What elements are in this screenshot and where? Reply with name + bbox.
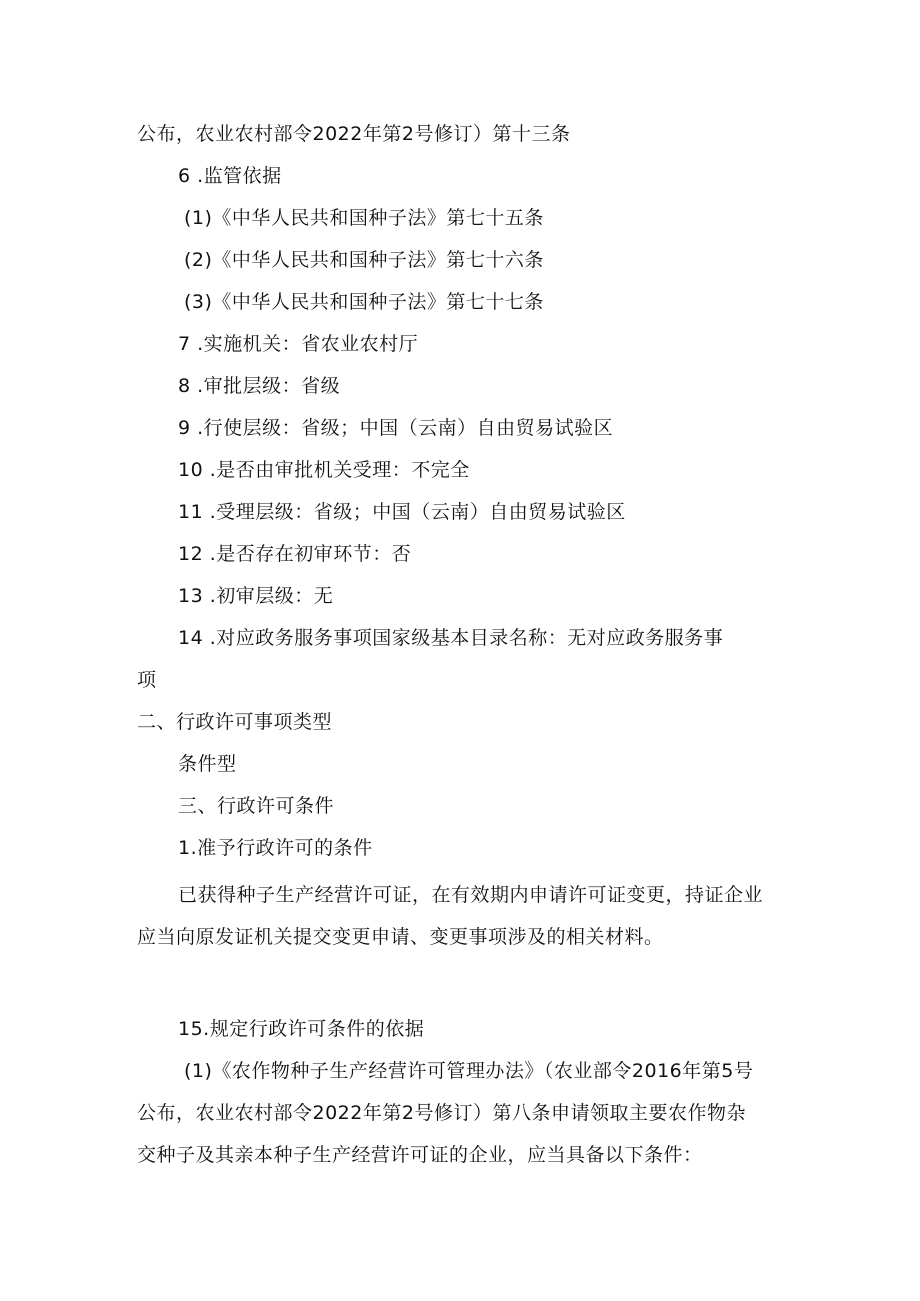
text-line: 条件型 (178, 753, 237, 775)
list-item: 7 .实施机关：省农业农村厅 (178, 333, 419, 355)
list-item: 10 .是否由审批机关受理：不完全 (178, 459, 470, 481)
list-item: 12 .是否存在初审环节：否 (178, 543, 412, 565)
text-line: 公布，农业农村部令2022年第2号修订）第十三条 (137, 123, 571, 145)
list-item: (3)《中华人民共和国种子法》第七十七条 (184, 291, 544, 313)
list-item: 8 .审批层级：省级 (178, 375, 341, 397)
section-heading: 6 .监管依据 (178, 165, 282, 187)
paragraph-line: 应当向原发证机关提交变更申请、变更事项涉及的相关材料。 (137, 926, 664, 948)
list-item: 13 .初审层级：无 (178, 585, 334, 607)
paragraph-line: 已获得种子生产经营许可证，在有效期内申请许可证变更，持证企业 (178, 884, 764, 906)
list-item: (2)《中华人民共和国种子法》第七十六条 (184, 249, 544, 271)
list-item: 9 .行使层级：省级；中国（云南）自由贸易试验区 (178, 417, 614, 439)
section-heading: 二、行政许可事项类型 (137, 711, 333, 733)
subsection-heading: 15.规定行政许可条件的依据 (178, 1018, 425, 1040)
list-item: 11 .受理层级：省级；中国（云南）自由贸易试验区 (178, 501, 626, 523)
paragraph-line: 交种子及其亲本种子生产经营许可证的企业，应当具备以下条件： (137, 1144, 703, 1166)
list-item: 14 .对应政务服务事项国家级基本目录名称：无对应政务服务事 (178, 627, 724, 649)
list-item: (1)《中华人民共和国种子法》第七十五条 (184, 207, 544, 229)
subsection-heading: 1.准予行政许可的条件 (178, 837, 373, 859)
paragraph-line: (1)《农作物种子生产经营许可管理办法》（农业部令2016年第5号 (184, 1060, 754, 1082)
text-line: 项 (137, 669, 157, 691)
paragraph-line: 公布，农业农村部令2022年第2号修订）第八条申请领取主要农作物杂 (137, 1102, 746, 1124)
section-heading: 三、行政许可条件 (178, 795, 335, 817)
